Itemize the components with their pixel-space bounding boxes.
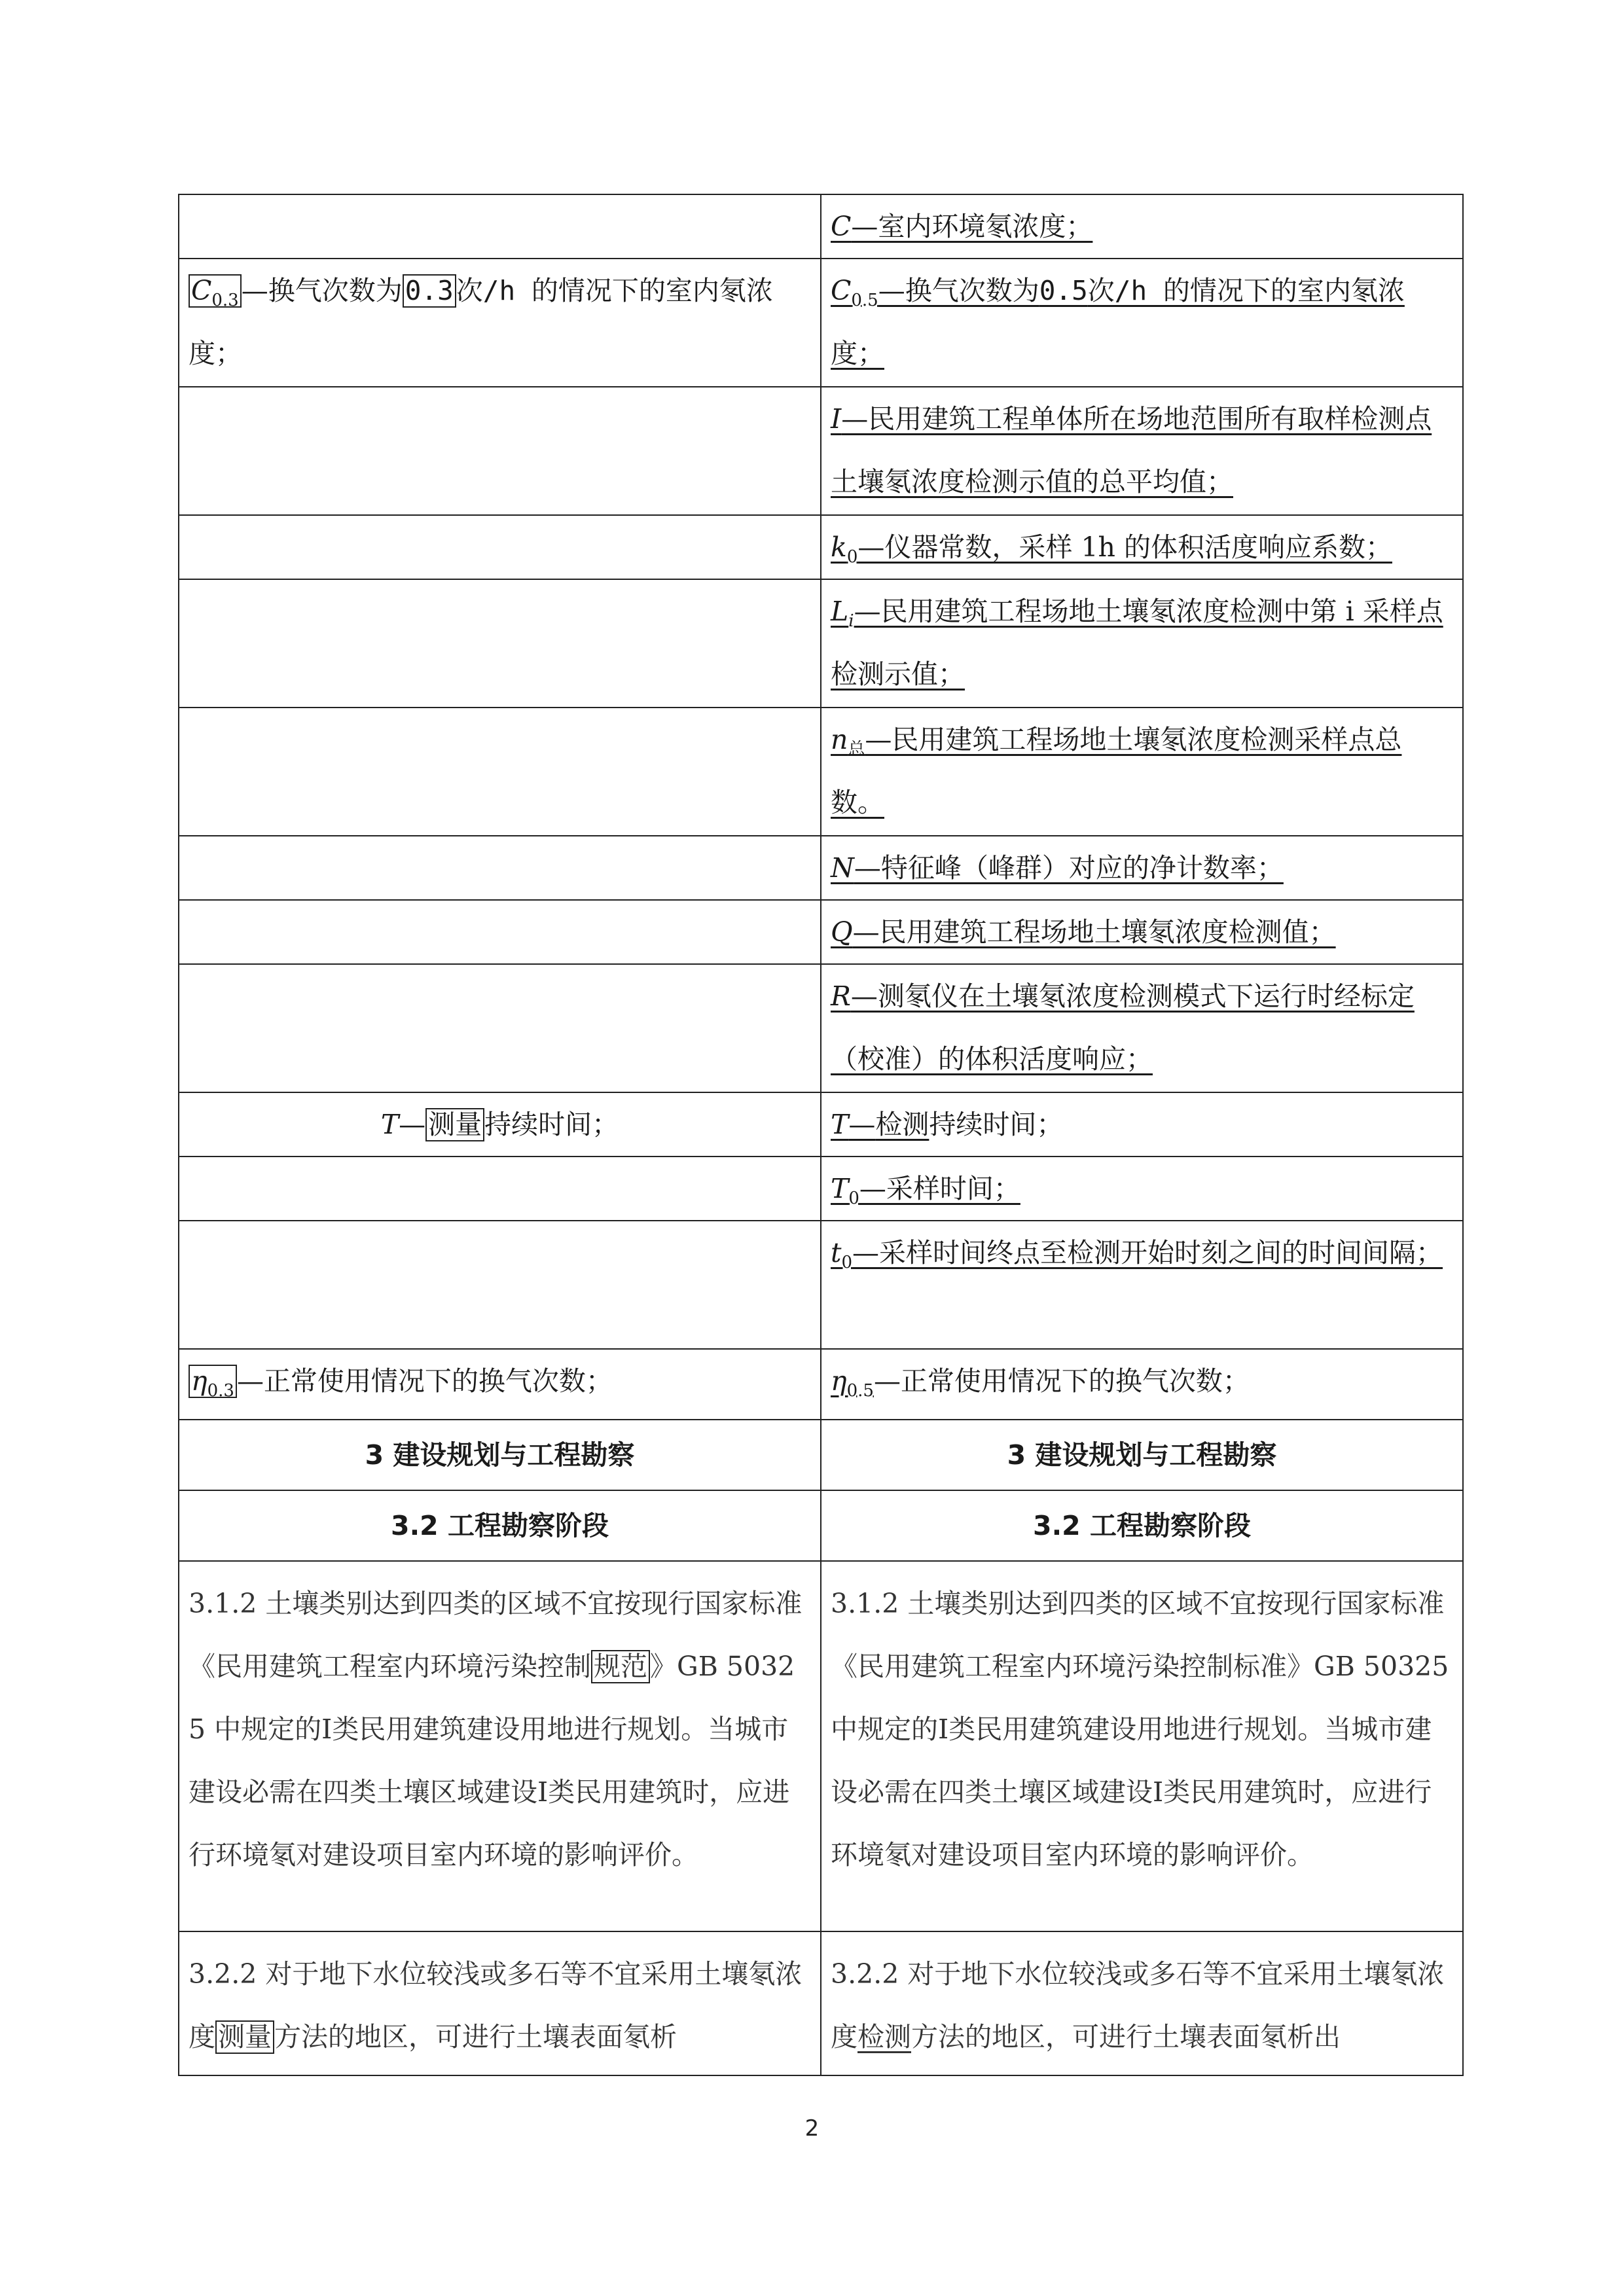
right-cell [821,515,1463,579]
subscript: 0.5 [851,291,878,311]
table-row [179,194,1463,259]
definition-text: —室内环境氡浓度； [851,211,1093,242]
table-row [179,1349,1463,1420]
definition-text: 次/h 的情况下的室内氡浓度； [189,275,773,369]
clause-row [179,1561,1463,1931]
clause-text: 3.2.2 对于地下水位较浅或多石等不宜采用土壤氡浓度 [189,1958,803,2053]
left-cell-empty [179,900,821,964]
table-row [179,579,1463,708]
definition-text: —采样时间； [859,1173,1020,1204]
definition-prefix: — [399,1109,426,1140]
definition-prefix: —换气次数为 [878,275,1039,306]
symbol: C [831,275,852,306]
changed-value: 0.5 [1039,275,1088,306]
clause-text: 3.2.2 对于地下水位较浅或多石等不宜采用土壤氡浓度 [831,1958,1445,2053]
definition-text: —民用建筑工程场地土壤氡浓度检测中第 i 采样点检测示值； [831,596,1443,690]
page-number: 2 [804,2115,820,2142]
clause-text: 》GB 50325 中规定的Ⅰ类民用建筑建设用地进行规划。当城市建设必需在四类土壤区域建设Ⅰ类民用建筑时，应进行环境氡对建设项目室内环境的影响评价。 [189,1651,795,1871]
left-cell [179,259,821,387]
changed-word: 检测 [857,2021,911,2053]
changed-word-box: 测量 [425,1108,484,1141]
subscript: 0.3 [207,1381,234,1401]
subscript: 总 [848,740,865,760]
clause-row [179,1931,1463,2075]
subsection-heading: 3.2 工程勘察阶段 [179,1490,821,1561]
table-row [179,387,1463,515]
definition-text: 持续时间； [929,1109,1064,1140]
left-cell-empty [179,194,821,259]
left-cell-empty [179,1221,821,1349]
subsection-heading-row [179,1490,1463,1561]
changed-word-box: 规范 [591,1650,650,1683]
table-row [179,1157,1463,1221]
right-cell [821,900,1463,964]
table-row [179,708,1463,836]
definition-text: —正常使用情况下的换气次数； [873,1365,1250,1397]
symbol: I [831,403,842,435]
symbol: C [831,211,852,242]
symbol: L [831,596,849,627]
right-clause [821,1931,1463,2075]
table-row [179,515,1463,579]
section-heading-row [179,1420,1463,1490]
symbol: R [831,980,851,1012]
left-cell-empty [179,515,821,579]
definition-prefix: — [848,1109,876,1140]
symbol: η [831,1365,847,1397]
clause-text: 3.1.2 土壤类别达到四类的区域不宜按现行国家标准《民用建筑工程室内环境污染控制标准》GB 50325 中规定的Ⅰ类民用建筑建设用地进行规划。当城市建设必需在四类土壤区域建设Ⅰ类民用建筑时，应进行环境氡对建设项目室内环境的影响评价。 [831,1588,1449,1871]
symbol: N [831,852,854,884]
subscript: i [848,611,854,632]
symbol: n [831,724,848,755]
left-clause [179,1931,821,2075]
section-heading: 3 建设规划与工程勘察 [179,1420,821,1490]
subscript: 0.3 [211,291,239,311]
right-cell [821,579,1463,708]
left-cell [179,1092,821,1157]
subscript: 0 [841,1253,853,1273]
subscript: 0 [848,1189,859,1209]
left-cell-empty [179,1157,821,1221]
left-cell-empty [179,836,821,900]
right-cell [821,1349,1463,1420]
right-cell [821,964,1463,1092]
changed-value-box: 0.3 [403,274,456,308]
left-clause [179,1561,821,1931]
changed-word-box: 测量 [215,2020,274,2054]
definition-text: 持续时间； [484,1109,619,1140]
clause-text: 3.1.2 土壤类别达到四类的区域不宜按现行国家标准《民用建筑工程室内环境污染控制 [189,1588,803,1682]
right-cell [821,1221,1463,1349]
changed-word: 检测 [875,1109,929,1140]
table-row [179,900,1463,964]
definition-text: —民用建筑工程场地土壤氡浓度检测采样点总数。 [831,724,1402,818]
right-cell [821,836,1463,900]
symbol: T [831,1109,849,1140]
definition-text: —民用建筑工程单体所在场地范围所有取样检测点土壤氡浓度检测示值的总平均值； [831,403,1432,497]
symbol: T [380,1109,399,1140]
table-row [179,259,1463,387]
right-cell [821,259,1463,387]
symbol: k [831,531,847,563]
left-cell [179,1349,821,1420]
symbol: t [831,1237,842,1268]
subscript: 0 [846,547,858,567]
right-cell [821,1092,1463,1157]
definition-text: 次/h 的情况下的室内氡浓度； [831,275,1405,369]
definition-text: —特征峰（峰群）对应的净计数率； [854,852,1284,884]
symbol: T [831,1173,849,1204]
right-cell [821,194,1463,259]
symbol: Q [831,916,853,948]
table-row [179,836,1463,900]
left-cell-empty [179,387,821,515]
table-row [179,964,1463,1092]
section-heading: 3 建设规划与工程勘察 [821,1420,1463,1490]
left-cell-empty [179,579,821,708]
comparison-table [178,194,1464,2076]
right-clause [821,1561,1463,1931]
table-row [179,1092,1463,1157]
definition-text: —测氡仪在土壤氡浓度检测模式下运行时经标定（校准）的体积活度响应； [831,980,1415,1075]
right-cell [821,387,1463,515]
left-cell-empty [179,964,821,1092]
subsection-heading: 3.2 工程勘察阶段 [821,1490,1463,1561]
definition-text: —采样时间终点至检测开始时刻之间的时间间隔； [852,1237,1443,1268]
subscript: 0.5 [846,1381,874,1401]
right-cell [821,1157,1463,1221]
table-row [179,1221,1463,1349]
definition-text: —仪器常数，采样 1h 的体积活度响应系数； [857,531,1392,563]
symbol: C [191,275,212,306]
definition-text: —民用建筑工程场地土壤氡浓度检测值； [852,916,1336,948]
clause-text: 方法的地区，可进行土壤表面氡析 [274,2021,677,2053]
right-cell [821,708,1463,836]
clause-text: 方法的地区，可进行土壤表面氡析出 [911,2021,1341,2053]
symbol: η [191,1365,208,1397]
definition-prefix: —换气次数为 [241,275,403,306]
definition-text: —正常使用情况下的换气次数； [236,1365,613,1397]
left-cell-empty [179,708,821,836]
